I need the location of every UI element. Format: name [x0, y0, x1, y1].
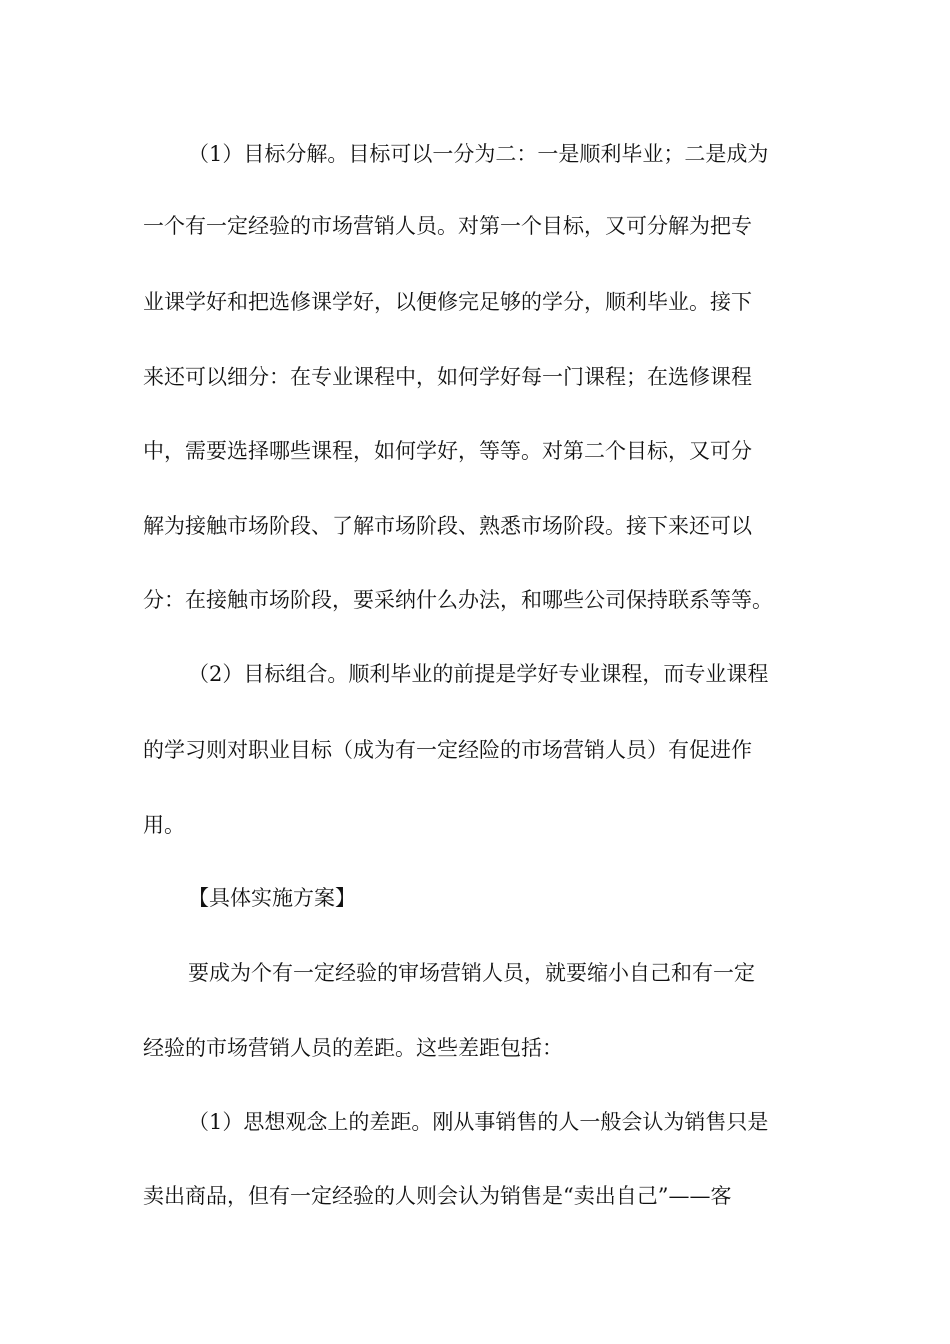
paragraph-line: 解为接触市场阶段、了解市场阶段、熟悉市场阶段。接下来还可以: [143, 514, 752, 538]
paragraph-line: 一个有一定经验的市场营销人员。对第一个目标，又可分解为把专: [143, 214, 752, 238]
paragraph-line: 中，需要选择哪些课程，如何学好，等等。对第二个目标，又可分: [143, 439, 752, 463]
section-heading: 【具体实施方案】: [188, 886, 356, 910]
paragraph-line: 要成为个有一定经验的审场营销人员，就要缩小自己和有一定: [188, 961, 755, 985]
paragraph-line: 经验的市场营销人员的差距。这些差距包括：: [143, 1036, 563, 1060]
paragraph-line: 卖出商品，但有一定经验的人则会认为销售是“卖出自己”——客: [143, 1184, 732, 1208]
paragraph-line: （1）思想观念上的差距。刚从事销售的人一般会认为销售只是: [188, 1110, 769, 1134]
paragraph-line: （1）目标分解。目标可以一分为二：一是顺利毕业；二是成为: [188, 142, 769, 166]
paragraph-line: 的学习则对职业目标（成为有一定经险的市场营销人员）有促进作: [143, 738, 752, 762]
paragraph-line: 分：在接触市场阶段，要采纳什么办法，和哪些公司保持联系等等。: [143, 588, 773, 612]
paragraph-line: （2）目标组合。顺利毕业的前提是学好专业课程，而专业课程: [188, 662, 769, 686]
paragraph-line: 用。: [143, 813, 185, 837]
paragraph-line: 业课学好和把选修课学好，以便修完足够的学分，顺利毕业。接下: [143, 290, 752, 314]
paragraph-line: 来还可以细分：在专业课程中，如何学好每一门课程；在选修课程: [143, 365, 752, 389]
